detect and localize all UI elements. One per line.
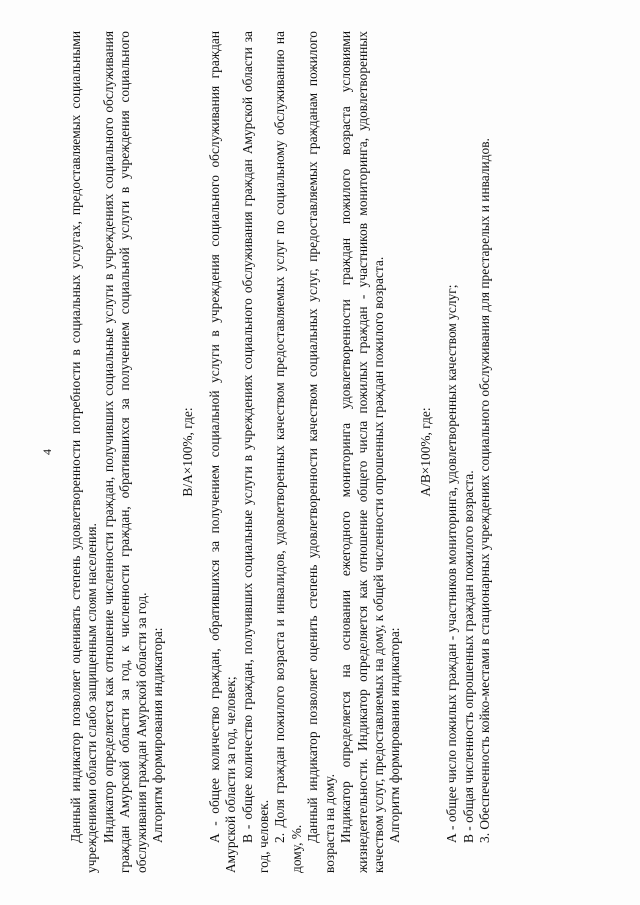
rotated-content bbox=[40, 31, 600, 873]
document-body bbox=[68, 31, 493, 873]
paragraph-algorithm-heading: Алгоритм формирования индикатора: bbox=[150, 627, 166, 843]
paragraph-indicator-2-description: Данный индикатор позволяет оценить степень удовлетворенности качеством социальных услуг, предоставляемых гражданам пожилого возраста на дому. bbox=[305, 31, 337, 873]
paragraph-indicator-description: Данный индикатор позволяет оценивать степень удовлетворенности потребности в социальных услугах, предоставляемых социальными учреждениями области слабо защищенным слоям населения. bbox=[68, 31, 100, 873]
paragraph-variable-b: В - общее количество граждан, получивших социальные услуги в учреждениях социального обслуживания граждан Амурской области за год, человек. bbox=[239, 31, 272, 873]
paragraph-variable-b-2: В - общая численность опрошенных граждан пожилого возраста. bbox=[460, 470, 476, 843]
paragraph-algorithm-heading-2: Алгоритм формирования индикатора: bbox=[387, 627, 403, 843]
paragraph-variable-a-2: А - общее число пожилых граждан - участников мониторинга, удовлетворенных качеством услуг; bbox=[444, 284, 460, 843]
paragraph-indicator-2-definition: Индикатор определяется на основании ежегодного мониторинга удовлетворенности граждан пожилого возраста условиями жизнедеятельности. Индикатор определяется как отношение общего числа пожилых граждан - участников мониторинга, удовлетворенных качеством услуг, предоставляемых на дому, к общей численности опрошенных граждан пожилого возраста. bbox=[338, 31, 386, 873]
paragraph-section-2-heading: 2. Доля граждан пожилого возраста и инвалидов, удовлетворенных качеством предоставляемых услуг по социальному обслуживанию на дому, %. bbox=[272, 31, 304, 873]
paragraph-indicator-definition: Индикатор определяется как отношение численности граждан, получивших социальные услуги в учреждениях социального обслуживания граждан Амурской области за год, к численности граждан, обратившихся за получением социальной услуги в учреждения социального обслуживания граждан Амурской области за год. bbox=[100, 31, 149, 873]
formula-2: A/B×100%, где: bbox=[417, 407, 433, 497]
paragraph-variable-a: А - общее количество граждан, обратившихся за получением социальной услуги в учреждения социального обслуживания граждан Амурской области за год, человек; bbox=[206, 31, 239, 873]
page-number: 4 bbox=[40, 449, 54, 455]
formula-1: B/A×100%, где: bbox=[180, 407, 196, 497]
paragraph-section-3-heading: 3. Обеспеченность койко-местами в стационарных учреждениях социального обслуживания для престарелых и инвалидов. bbox=[476, 138, 492, 843]
